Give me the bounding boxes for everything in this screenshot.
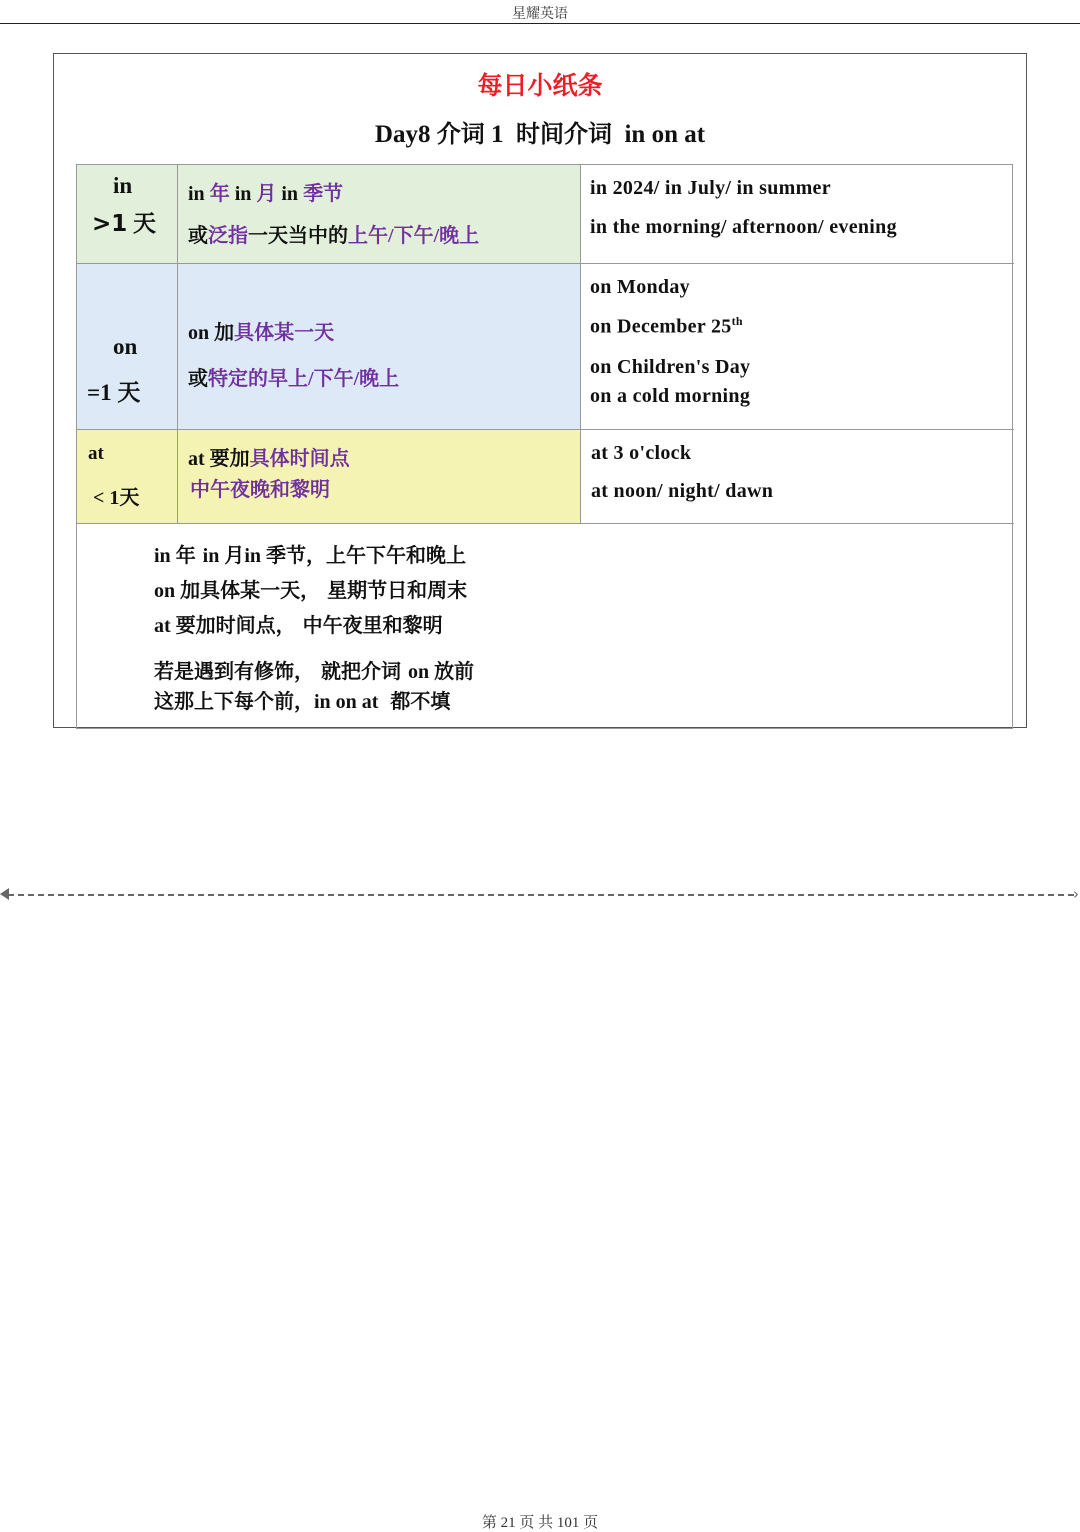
- chevron-right-icon: ›: [1073, 885, 1079, 903]
- subtitle-num: 1: [490, 121, 504, 148]
- at-label: at: [88, 443, 104, 464]
- text-segment: 中午夜晚和黎明: [190, 477, 330, 501]
- text-segment: in: [229, 183, 257, 205]
- text-segment: on: [154, 580, 181, 602]
- on-examples-cell: [581, 264, 1014, 430]
- in-example-1: in 2024/ in July/ in summer: [590, 177, 831, 199]
- text-segment: 若是遇到有修饰， 就把介词: [154, 659, 408, 683]
- header-divider: [0, 23, 1080, 24]
- text-segment: 这那上下每个前，: [154, 689, 314, 713]
- text-segment: in: [244, 545, 267, 567]
- at-rule-line2: [190, 473, 330, 502]
- text-segment: 下午: [313, 366, 354, 390]
- text-segment: in: [276, 183, 304, 205]
- card-title: 每日小纸条: [477, 71, 603, 100]
- text-segment: 年: [209, 181, 230, 205]
- at-example-1: at 3 o'clock: [591, 442, 692, 464]
- text-segment: on: [407, 661, 435, 683]
- at-range: < 1天: [93, 485, 140, 509]
- on-rule-line1: [188, 316, 334, 345]
- text-segment: 都不填: [383, 689, 451, 713]
- dashed-divider: [8, 894, 1074, 896]
- rhyme-line-4: [154, 655, 474, 684]
- text-segment: 季节，上午下午和晚上: [266, 543, 467, 567]
- at-rule-cell: [178, 430, 581, 524]
- text-segment: 加: [214, 320, 235, 344]
- subtitle-prep: in on at: [624, 121, 706, 148]
- in-label: in: [113, 173, 133, 198]
- text-segment: at: [188, 448, 210, 470]
- text-segment: 下午: [393, 223, 434, 247]
- text-segment: in: [154, 545, 176, 567]
- in-range: >1 天: [92, 211, 157, 237]
- text-segment: /: [388, 225, 394, 247]
- text-segment: in on at: [314, 691, 384, 713]
- on-rule-line2: [188, 362, 399, 391]
- on-example-3: on Children's Day: [590, 356, 751, 378]
- text-segment: 或: [188, 223, 208, 247]
- subtitle-cn2: 时间介词: [515, 120, 612, 148]
- subtitle-cn1: 介词: [436, 120, 485, 148]
- text-segment: 泛指: [208, 223, 248, 247]
- text-segment: in: [202, 545, 225, 567]
- page-header: [0, 0, 1080, 24]
- text-segment: 放前: [434, 659, 475, 683]
- on-range: =1 天: [87, 380, 141, 406]
- text-segment: /: [433, 225, 440, 247]
- at-label-cell: [77, 430, 178, 524]
- text-segment: at: [154, 615, 176, 637]
- text-segment: 晚上: [359, 366, 400, 390]
- in-examples-cell: [581, 165, 1014, 264]
- at-examples-cell: [581, 430, 1014, 524]
- in-rule-cell: [178, 165, 581, 264]
- text-segment: 一天当中的: [248, 223, 348, 247]
- text-segment: 具体某一天: [234, 320, 335, 344]
- text-segment: in: [188, 183, 210, 205]
- on-example-4: on a cold morning: [590, 385, 751, 407]
- page-footer: 第 21 页 共 101 页: [481, 1515, 599, 1531]
- text-segment: 加具体某一天， 星期节日和周末: [180, 578, 468, 602]
- text-segment: 要加时间点， 中午夜里和黎明: [175, 613, 443, 637]
- text-segment: 晚上: [439, 223, 480, 247]
- in-rule-line1: [188, 177, 343, 206]
- at-rule-line1: [188, 442, 350, 471]
- in-label-cell: [77, 165, 178, 264]
- text-segment: on: [188, 322, 215, 344]
- text-segment: 月: [256, 181, 277, 205]
- in-example-2: in the morning/ afternoon/ evening: [590, 216, 897, 238]
- rhyme-cell: [77, 524, 1014, 730]
- text-segment: /: [353, 368, 360, 390]
- on-example-1: on Monday: [590, 276, 690, 298]
- at-example-2: at noon/ night/ dawn: [591, 480, 774, 502]
- text-segment: 上午: [348, 223, 388, 247]
- text-segment: 要加: [209, 446, 250, 470]
- text-segment: 或: [188, 366, 208, 390]
- text-segment: 特定的早上: [208, 366, 308, 390]
- on-example-2: on December 25th: [590, 314, 743, 338]
- text-segment: /: [308, 368, 314, 390]
- on-rule-cell: [178, 264, 581, 430]
- rhyme-line-3: [154, 609, 443, 638]
- card-subtitle: [0, 114, 1080, 149]
- rhyme-line-2: [154, 574, 467, 603]
- text-segment: 年: [175, 543, 203, 567]
- on-label: on: [113, 334, 138, 359]
- text-segment: 季节: [303, 181, 344, 205]
- text-segment: 具体时间点: [249, 446, 350, 470]
- rhyme-line-5: [154, 685, 450, 714]
- preposition-table: [76, 164, 1013, 729]
- in-rule-line2: [188, 219, 479, 248]
- header-title: 星耀英语: [512, 7, 568, 22]
- text-segment: 月: [224, 543, 245, 567]
- on-label-cell: [77, 264, 178, 430]
- rhyme-line-1: [154, 539, 466, 568]
- subtitle-day: Day8: [374, 121, 431, 148]
